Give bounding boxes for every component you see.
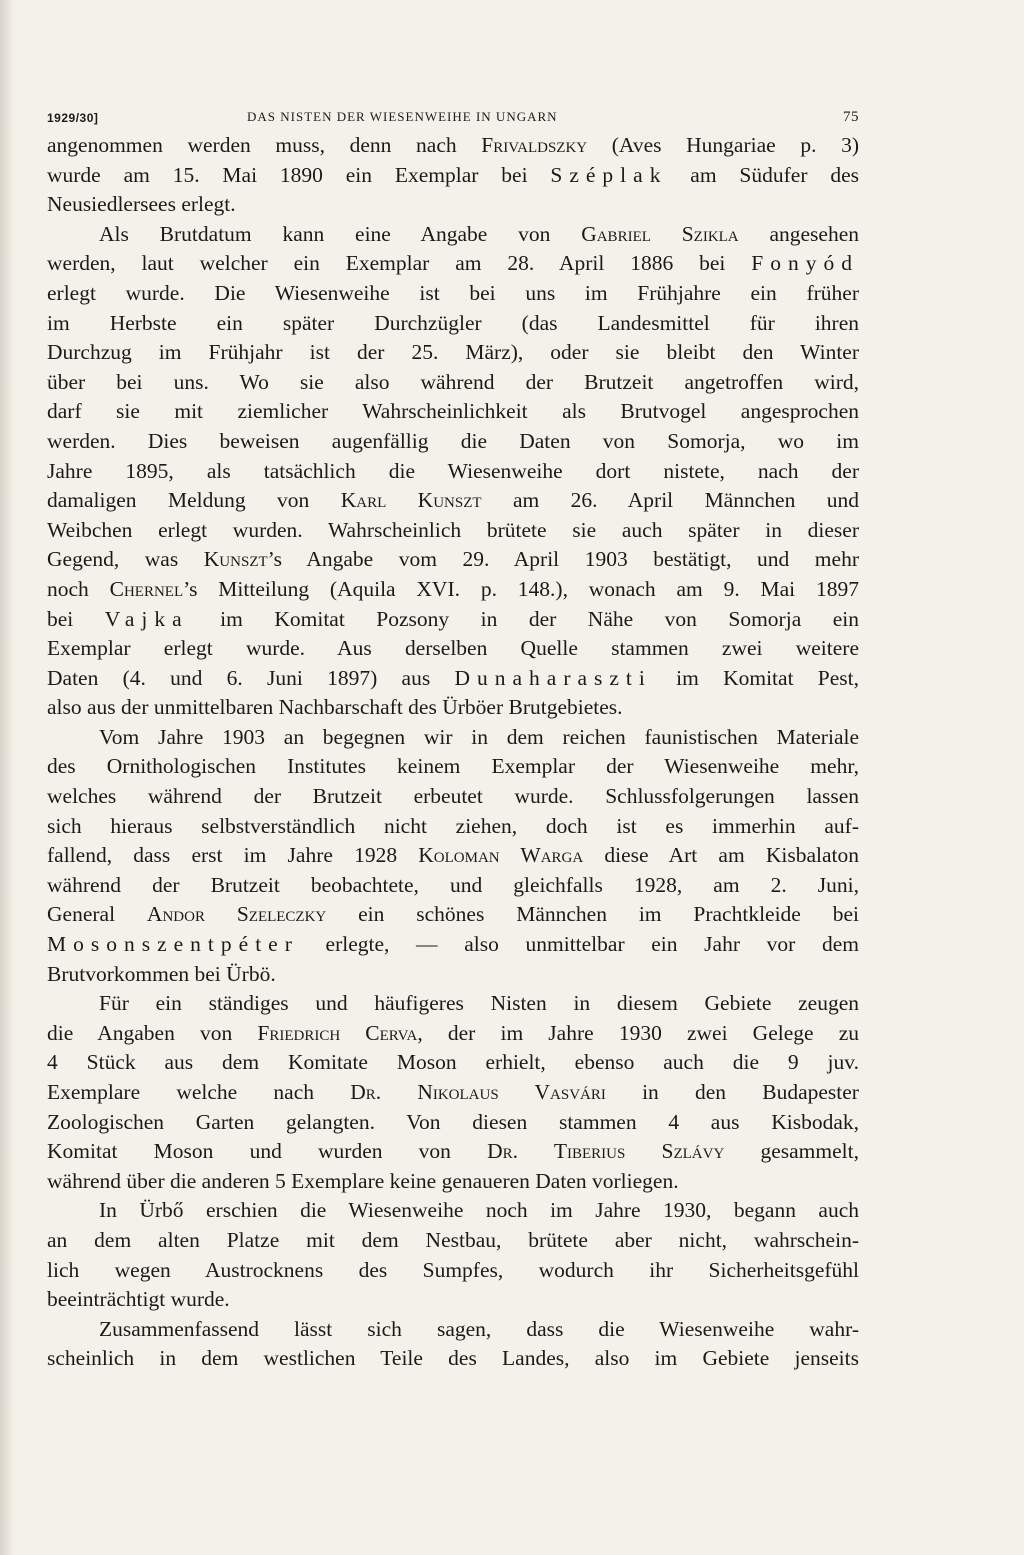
text-run: während über die anderen 5 Exemplare keine genaueren Daten vorliegen. [47,1168,679,1193]
text-run: erlegte, — also unmittelbar ein Jahr vor dem [298,932,859,957]
text-run: in den Budapester [605,1080,859,1104]
text-line [47,516,859,546]
text-run: gesammelt, [724,1139,859,1164]
person-name: Koloman Warga [418,843,584,868]
place-name: Széplak [550,162,668,187]
text-run: bei [47,606,105,631]
text-run: General [47,902,147,927]
text-line [47,427,859,457]
text-run: darf sie mit ziemlicher Wahrscheinlichkeit als Brutvogel angesprochen [47,399,859,424]
text-run: , der im Jahre 1930 zwei Gelege zu [417,1020,859,1045]
text-run: welches während der Brutzeit erbeutet wurde. Schlussfolgerungen lassen [47,784,859,809]
text-line [47,723,859,753]
volume-year: 1929/30] [47,111,99,125]
text-run: am 26. April Männchen und [481,488,859,513]
text-line [47,1344,859,1374]
text-run: Daten (4. und 6. Juni 1897) aus [47,665,455,690]
text-run: scheinlich in dem westlichen Teile des Landes, also im Gebiete jenseits [47,1346,859,1371]
page-number: 75 [843,109,859,125]
text-run: Für ein ständiges und häufigeres Nisten in diesem Gebiete zeugen [99,991,859,1016]
text-line [47,752,859,782]
text-line [47,900,859,930]
person-name: Karl Kunszt [340,488,482,513]
text-run: im Komitat Pest, [651,665,859,690]
page-edge-shadow [0,0,14,1555]
text-line [47,161,859,191]
text-line [47,782,859,812]
text-run: Komitat Moson und wurden von [47,1139,488,1164]
text-run: werden, laut welcher ein Exemplar am 28. April 1886 bei [47,251,752,276]
person-name: Kunszt [203,547,268,572]
person-name: Gabriel Szikla [581,221,739,246]
person-name: Friedrich Cerva [257,1020,418,1045]
text-line [47,190,859,220]
text-run: im Komitat Pozsony in der Nähe von Somorja ein [188,606,859,631]
text-run: ’s Mitteilung (Aquila XVI. p. 148.), wonach am 9. Mai 1897 [183,576,859,601]
text-line [47,605,859,635]
text-run: Gegend, was [47,547,204,572]
text-run: erlegt wurde. Die Wiesenweihe ist bei uns im Frühjahre ein früher [47,280,859,305]
running-header [47,107,859,131]
text-run: ein schönes Männchen im Prachtkleide bei [326,902,859,927]
text-run: also aus der unmittelbaren Nachbarschaft des Ürböer Brutgebietes. [47,695,623,720]
text-line [47,575,859,605]
person-name: Andor Szeleczky [146,902,327,927]
text-run: Vom Jahre 1903 an begegnen wir in dem reichen faunistischen Materiale [99,724,859,749]
person-name: Frivaldszky [481,133,588,157]
text-run: Jahre 1895, als tatsächlich die Wiesenweihe dort nistete, nach der [47,458,859,483]
text-line [47,486,859,516]
text-line [47,397,859,427]
text-run: Durchzug im Frühjahr ist der 25. März), oder sie bleibt den Winter [47,340,859,365]
text-line [47,1285,859,1315]
text-line [47,279,859,309]
text-run: Weibchen erlegt wurden. Wahrscheinlich brütete sie auch später in dieser [47,517,859,542]
text-run: angesehen [738,221,859,246]
text-line [47,309,859,339]
text-line [47,960,859,990]
text-run: Brutvorkommen bei Ürbö. [47,961,276,986]
text-run: 4 Stück aus dem Komitate Moson erhielt, ebenso auch die 9 juv. [47,1050,859,1075]
text-line [47,1078,859,1108]
text-line [47,1108,859,1138]
text-run: während der Brutzeit beobachtete, und gleichfalls 1928, am 2. Juni, [47,872,859,897]
text-line [47,1226,859,1256]
text-line [47,457,859,487]
person-name: Dr. Tiberius Szlávy [487,1139,725,1164]
text-run: (Aves Hungariae p. 3) [587,133,859,157]
text-line [47,1048,859,1078]
place-name: Dunaharaszti [454,665,652,690]
text-line [47,1315,859,1345]
text-run: lich wegen Austrocknens des Sumpfes, wodurch ihr Sicherheitsgefühl [47,1257,859,1282]
text-run: Zoologischen Garten gelangten. Von diesen stammen 4 aus Kisbodak, [47,1109,859,1134]
text-run: sich hieraus selbstverständlich nicht ziehen, doch ist es immerhin auf- [47,813,859,838]
text-run: damaligen Meldung von [47,488,341,513]
text-line [47,1019,859,1049]
text-run: die Angaben von [47,1020,258,1045]
text-run: Als Brutdatum kann eine Angabe von [99,221,582,246]
text-line [47,220,859,250]
running-title: DAS NISTEN DER WIESENWEIHE IN UNGARN [247,109,558,124]
text-line [47,338,859,368]
place-name: Mosonszentpéter [47,932,299,957]
text-line [47,1137,859,1167]
text-run: über bei uns. Wo sie also während der Brutzeit angetroffen wird, [47,369,859,394]
text-line [47,249,859,279]
text-run: Exemplar erlegt wurde. Aus derselben Quelle stammen zwei weitere [47,636,859,661]
text-run: beeinträchtigt wurde. [47,1287,230,1312]
text-line [47,131,859,161]
text-run: an dem alten Platze mit dem Nestbau, brütete aber nicht, wahrschein- [47,1227,859,1252]
text-line [47,545,859,575]
text-run: des Ornithologischen Institutes keinem Exemplar der Wiesenweihe mehr, [47,754,859,779]
text-run: diese Art am Kisbalaton [583,843,859,868]
text-run: werden. Dies beweisen augenfällig die Daten von Somorja, wo im [47,428,859,453]
text-run: ’s Angabe vom 29. April 1903 bestätigt, und mehr [267,547,859,572]
place-name: Fonyód [751,251,859,276]
text-line [47,871,859,901]
text-run: am Südufer des [667,162,859,187]
text-line [47,841,859,871]
text-run: wurde am 15. Mai 1890 ein Exemplar bei [47,162,551,187]
text-line [47,812,859,842]
text-run: fallend, dass erst im Jahre 1928 [47,843,419,868]
text-line [47,368,859,398]
text-line [47,1256,859,1286]
person-name: Dr. Nikolaus Vasvári [350,1080,606,1104]
text-line [47,1167,859,1197]
text-run: Zusammenfassend lässt sich sagen, dass die Wiesenweihe wahr- [99,1316,859,1341]
text-line [47,989,859,1019]
text-run: In Ürbő erschien die Wiesenweihe noch im Jahre 1930, begann auch [99,1198,859,1223]
body-text [47,131,859,1374]
place-name: Vajka [104,606,189,631]
text-run: Neusiedlersees erlegt. [47,192,236,217]
text-line [47,664,859,694]
text-run: im Herbste ein später Durchzügler (das Landesmittel für ihren [47,310,859,335]
person-name: Chernel [109,576,184,601]
text-line [47,693,859,723]
text-run: angenommen werden muss, denn nach [47,133,482,157]
text-line [47,634,859,664]
text-run: noch [47,576,110,601]
text-line [47,930,859,960]
text-line [47,1196,859,1226]
text-run: Exemplare welche nach [47,1080,351,1104]
